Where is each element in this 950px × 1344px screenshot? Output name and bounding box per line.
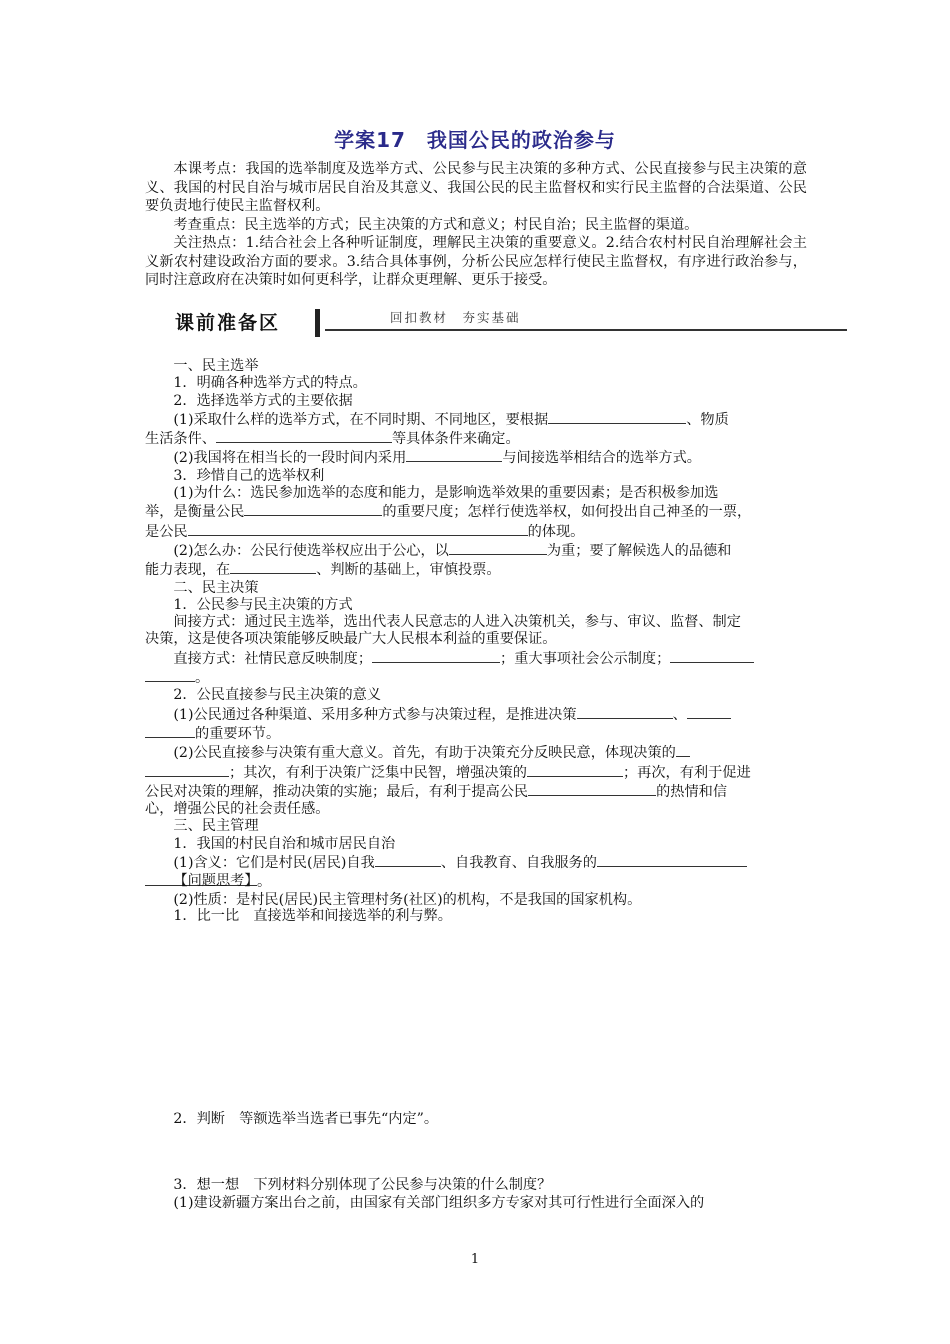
text-line [145, 560, 807, 579]
text-line [145, 541, 807, 560]
question-subitem: (1)建设新疆方案出台之前，由国家有关部门组织多方专家对其可行性进行全面深入的 [173, 1195, 705, 1211]
text-span: 的重要尺度；怎样行使选举权，如何投出自己神圣的一票， [382, 504, 752, 521]
text-span: (1)采取什么样的选举方式，在不同时期、不同地区，要根据 [173, 411, 549, 428]
text-line [145, 724, 807, 743]
text-line: (2)性质：是村民(居民)民主管理村务(社区)的机构，不是我国的国家机构。 [173, 891, 642, 908]
page-title: 学案17 我国公民的政治参与 [334, 128, 616, 152]
text-span: 公民对决策的理解，推动决策的实施；最后，有利于提高公民 [145, 783, 529, 800]
text-span: 的体现。 [527, 523, 585, 540]
fill-blank[interactable] [528, 782, 656, 796]
text-span: ；重大事项社会公示制度； [500, 650, 671, 667]
question-text: 1．比一比 直接选举和间接选举的利与弊。 [173, 908, 452, 924]
text-line: 心，增强公民的社会责任感。 [145, 801, 330, 818]
text-span: (2)怎么办：公民行使选举权应出于公心，以 [173, 542, 449, 559]
text-span: (2)公民直接参与决策有重大意义。首先，有助于决策充分反映民意，体现决策的 [173, 745, 676, 762]
text-line: 1．明确各种选举方式的特点。 [173, 375, 367, 392]
text-span: 直接方式：社情民意反映制度； [173, 650, 373, 667]
text-line [145, 668, 807, 687]
fill-blank[interactable] [372, 649, 500, 663]
text-span: 、判断的基础上，审慎投票。 [316, 562, 501, 579]
fill-blank[interactable] [597, 853, 747, 867]
banner-divider [325, 329, 847, 331]
heading-election: 一、民主选举 [173, 358, 259, 374]
text-line [145, 705, 807, 724]
intro-key-points: 考查重点：民主选举的方式；民主决策的方式和意义；村民自治；民主监督的渠道。 [173, 216, 699, 233]
intro-exam-points: 本课考点：我国的选举制度及选举方式、公民参与民主决策的多种方式、公民直接参与民主决策的意义、我国的村民自治与城市居民自治及其意义、我国公民的民主监督权和实行民主监督的合法渠道、公民要负责地行使民主监督权利。 [145, 161, 807, 214]
fill-blank[interactable] [449, 541, 547, 555]
fill-blank[interactable] [670, 649, 754, 663]
text-span: (2)我国将在相当长的一段时间内采用 [173, 450, 407, 467]
text-span: ；再次，有利于促进 [622, 764, 751, 781]
fill-blank[interactable] [687, 705, 731, 719]
text-span: (1)含义：它们是村民(居民)自我 [173, 855, 375, 872]
text-line: 2．公民直接参与民主决策的意义 [173, 687, 382, 704]
text-line: 2．选择选举方式的主要依据 [173, 392, 353, 409]
fill-blank[interactable] [406, 448, 502, 462]
text-span: 能力表现，在 [145, 562, 231, 579]
fill-blank[interactable] [527, 763, 623, 777]
text-line [145, 448, 807, 467]
text-line: 决策，这是使各项决策能够反映最广大人民根本利益的重要保证。 [145, 631, 557, 648]
fill-blank[interactable] [145, 724, 195, 738]
text-line [145, 763, 807, 782]
text-span: 是公民 [145, 523, 188, 540]
fill-blank[interactable] [216, 429, 392, 443]
text-line [145, 410, 807, 429]
section-banner [175, 305, 847, 341]
text-line: 1．我国的村民自治和城市居民自治 [173, 835, 396, 852]
banner-label: 课前准备区 [175, 312, 281, 334]
fill-blank[interactable] [244, 502, 382, 516]
heading-management: 三、民主管理 [173, 818, 259, 835]
fill-blank[interactable] [577, 705, 673, 719]
text-line: 3．珍惜自己的选举权利 [173, 467, 325, 484]
text-span: 的热情和信 [656, 783, 728, 800]
text-line [145, 853, 807, 872]
heading-decision: 二、民主决策 [173, 579, 259, 596]
text-line [145, 522, 807, 541]
text-line [145, 502, 807, 521]
text-line [145, 782, 807, 801]
text-line [145, 649, 807, 668]
questions-heading: 【问题思考】 [173, 873, 259, 889]
banner-subtitle: 回扣教材 夯实基础 [390, 310, 521, 325]
question-1 [145, 907, 807, 925]
question-text: 2．判断 等额选举当选者已事先“内定”。 [173, 1111, 439, 1127]
text-span: (1)公民通过各种渠道、采用多种方式参与决策过程，是推进决策 [173, 706, 577, 723]
text-line: (1)为什么：选民参加选举的态度和能力，是影响选举效果的重要因素；是否积极参加选 [173, 485, 719, 502]
fill-blank[interactable] [230, 560, 316, 574]
banner-bar [315, 309, 320, 337]
fill-blank[interactable] [188, 522, 528, 536]
text-span: 、 [672, 706, 687, 723]
fill-blank[interactable] [145, 668, 195, 682]
text-span: ；其次，有利于决策广泛集中民智，增强决策的 [229, 764, 527, 781]
text-line: 1．公民参与民主决策的方式 [173, 596, 353, 613]
intro-section [145, 160, 807, 290]
text-span: 、自我教育、自我服务的 [440, 855, 597, 872]
text-line: 间接方式：通过民主选举，选出代表人民意志的人进入决策机关，参与、审议、监督、制定 [173, 614, 741, 631]
text-span: 、物质 [686, 411, 729, 428]
fill-blank[interactable] [548, 410, 686, 424]
question-text: 3．想一想 下列材料分别体现了公民参与决策的什么制度？ [173, 1177, 552, 1193]
text-span: 。 [195, 670, 210, 687]
text-line [145, 429, 807, 448]
fill-blank[interactable] [145, 763, 229, 777]
text-span: 与间接选举相结合的选举方式。 [502, 450, 701, 467]
text-span: 。 [257, 874, 272, 891]
text-span: 的重要环节。 [195, 725, 281, 742]
intro-hot-topics: 关注热点：1.结合社会上各种听证制度，理解民主决策的重要意义。2.结合农村村民自治理解社会主义新农村建设政治方面的要求。3.结合具体事例，分析公民应怎样行使民主监督权，有序进行政治参与，同时注意政府在决策时如何更科学，让群众更理解、更乐于接受。 [145, 235, 807, 288]
question-3 [145, 1176, 807, 1212]
text-span: 举，是衡量公民 [145, 504, 245, 521]
text-span: 等具体条件来确定。 [391, 431, 520, 448]
main-content [145, 358, 807, 909]
questions-heading-block [145, 872, 807, 890]
question-2 [145, 1110, 807, 1128]
fill-blank[interactable] [676, 743, 690, 757]
text-span: 生活条件、 [145, 431, 216, 448]
fill-blank[interactable] [375, 853, 441, 867]
page-number: 1 [470, 1252, 480, 1267]
text-line [145, 743, 807, 762]
text-span: 为重；要了解候选人的品德和 [546, 542, 732, 559]
